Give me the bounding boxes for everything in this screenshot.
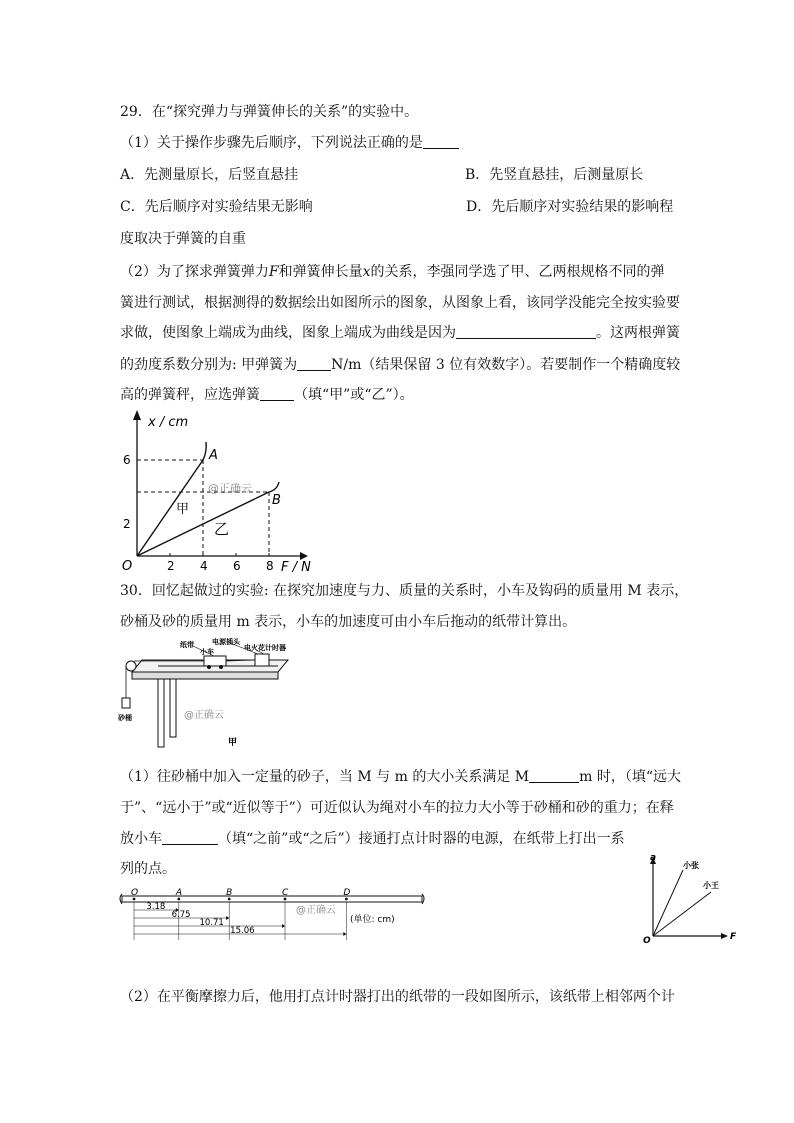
- q30-part1-line4: 列的点。: [120, 861, 176, 877]
- x-tick-label: 4: [200, 559, 208, 573]
- q29-p2line3b: 。这两根弹簧: [596, 325, 680, 341]
- x-tick-label: 6: [233, 559, 241, 573]
- label-xiaowang: 小王: [703, 881, 719, 890]
- line-xiaozhang: [653, 870, 683, 936]
- q29-answer-blank-k[interactable]: [297, 356, 331, 371]
- tape-dot: [177, 898, 180, 901]
- spring-yi-label: 乙: [214, 520, 230, 538]
- q29-answer-blank-reason[interactable]: [456, 324, 596, 339]
- spring-jia-label: 甲: [176, 502, 190, 517]
- q29-part1-text: （1）关于操作步骤先后顺序，下列说法正确的是: [120, 135, 423, 151]
- q29-part2-line4: [120, 355, 680, 375]
- q29-p2line4b: N/m（结果保留 3 位有效数字）。若要制作一个精确度较: [331, 357, 681, 373]
- watermark: @正确云: [184, 710, 224, 721]
- label-timer: 电火花计时器: [244, 644, 286, 652]
- point-a-label: A: [209, 448, 218, 463]
- q29-part2-line2: 簧进行测试，根据测得的数据绘出如图所示的图象，从图象上看，该同学没能完全按实验要: [120, 295, 680, 311]
- cart-wheel-icon: [207, 665, 211, 669]
- watermark: @正确云: [208, 482, 252, 495]
- q29-part2-line5: [120, 385, 414, 405]
- q29-p2line5b: （填“甲”或“乙”）。: [294, 387, 414, 403]
- q29-p2line5a: 高的弹簧秤，应选弹簧: [120, 387, 260, 403]
- tape-dot: [228, 898, 231, 901]
- q29-part2-line1: [120, 262, 665, 282]
- table-leg: [158, 679, 164, 747]
- watermark: @正确云: [296, 905, 336, 916]
- tape-point-label: B: [226, 888, 233, 898]
- q30-answer-blank-timing[interactable]: [162, 830, 218, 845]
- label-xiaozhang: 小张: [683, 861, 699, 870]
- table-edge: [132, 672, 278, 679]
- pulley-icon: [126, 661, 136, 671]
- q30-intro-line1: 30．回忆起做过的实验: 在探究加速度与力、质量的关系时，小车及钩码的质量用 M 表示，: [120, 583, 689, 599]
- series-curve-jia: [203, 442, 206, 460]
- y-axis-label: x / cm: [148, 415, 189, 430]
- q30-intro-line2: 砂桶及砂的质量用 m 表示，小车的加速度可由小车后拖动的纸带计算出。: [120, 614, 577, 630]
- q29-option-d-cont: 度取决于弹簧的自重: [120, 231, 246, 247]
- series-line-jia: [137, 460, 203, 556]
- a-f-graph: [643, 852, 743, 944]
- q30-part1-line1: [120, 767, 681, 787]
- tape-point-label: A: [175, 888, 183, 898]
- spring-graph: [110, 408, 320, 573]
- q30-s1line3a: 放小车: [120, 831, 162, 847]
- point-b-label: B: [272, 493, 281, 508]
- y-tick-label: 6: [123, 453, 131, 467]
- cart-wheel-icon: [219, 665, 223, 669]
- origin-label: O: [643, 936, 651, 944]
- tape-dot: [133, 898, 136, 901]
- q30-part1-line2: 于”、“远小于”或“近似等于”）可近似认为绳对小车的拉力大小等于砂桶和砂的重力；在释: [120, 800, 674, 816]
- y-axis-arrow: [133, 410, 141, 420]
- tape-point-label: O: [131, 888, 139, 898]
- tape-strip: [122, 896, 422, 902]
- tape-dot: [345, 898, 348, 901]
- line-xiaowang: [653, 892, 711, 936]
- origin-label: O: [122, 559, 133, 573]
- paper-tape-figure: [118, 888, 428, 948]
- q29-title: 29．在“探究弹力与弹簧伸长的关系”的实验中。: [120, 104, 419, 120]
- q30-s1line3b: （填“之前”或“之后”）接通打点计时器的电源，在纸带上打出一系: [218, 831, 625, 847]
- q29-p2-F: F: [268, 264, 279, 280]
- tape-point-label: C: [282, 888, 289, 898]
- tape-dot: [284, 898, 287, 901]
- tape-point-label: D: [343, 888, 351, 898]
- q29-p2c: 的关系，李强同学选了甲、乙两根规格不同的弹: [370, 264, 665, 280]
- q29-p2-x: x: [362, 264, 371, 280]
- q29-option-d[interactable]: D．先后顺序对实验结果的影响程: [466, 199, 674, 215]
- q30-s1b: m 时，（填“远大: [579, 769, 681, 785]
- q30-answer-blank-relation[interactable]: [529, 768, 579, 783]
- q30-part2-line1: （2）在平衡摩擦力后，他用打点计时器打出的纸带的一段如图所示，该纸带上相邻两个计: [120, 989, 675, 1005]
- q29-p2b: 和弹簧伸长量: [278, 264, 363, 280]
- f-axis-label: F: [730, 932, 737, 942]
- q29-option-a[interactable]: A．先测量原长，后竖直悬挂: [120, 167, 299, 183]
- x-axis-arrow: [300, 552, 308, 560]
- q29-answer-blank-1[interactable]: [423, 134, 459, 149]
- q29-option-b[interactable]: B．先竖直悬挂，后测量原长: [465, 167, 644, 183]
- spark-timer: [255, 654, 269, 666]
- x-axis-arrow: [721, 933, 728, 939]
- q29-p2line4a: 的劲度系数分别为: 甲弹簧为: [120, 357, 298, 373]
- q29-option-c[interactable]: C．先后顺序对实验结果无影响: [120, 199, 313, 215]
- dimension-label: 3.18: [146, 902, 166, 912]
- dimension-label: 15.06: [230, 926, 255, 936]
- dimension-arrow: [282, 924, 285, 928]
- label-tape: 纸带: [180, 641, 194, 649]
- q30-part1-line3: [120, 829, 625, 849]
- q29-p2a: （2）为了探求弹簧弹力: [120, 264, 269, 280]
- figure-caption: 甲: [228, 738, 238, 748]
- table-leg: [170, 679, 176, 737]
- x-tick-label: 8: [266, 559, 274, 573]
- dimension-label: 10.71: [199, 918, 224, 928]
- x-axis-label: F / N: [281, 560, 311, 573]
- y-tick-label: 2: [123, 517, 131, 531]
- label-plug: 电源插头: [212, 638, 240, 646]
- q29-answer-blank-spring[interactable]: [260, 386, 294, 401]
- q29-part1: [120, 133, 459, 153]
- tape-unit: (单位: cm): [350, 915, 395, 925]
- apparatus-figure: [118, 638, 298, 753]
- dimension-arrow: [343, 932, 346, 936]
- q30-s1a: （1）往砂桶中加入一定量的砂子，当 M 与 m 的大小关系满足 M: [120, 769, 530, 785]
- q29-part2-line3: [120, 323, 680, 343]
- series-curve-yi: [269, 482, 279, 492]
- x-tick-label: 2: [167, 559, 175, 573]
- label-bucket: 砂桶: [118, 714, 132, 722]
- dimension-arrow: [226, 916, 229, 920]
- q29-p2line3a: 求做，使图象上端成为曲线，图象上端成为曲线是因为: [120, 325, 456, 341]
- sand-bucket-icon: [122, 698, 130, 708]
- dimension-label: 6.75: [171, 910, 191, 920]
- label-cart: 小车: [200, 648, 214, 656]
- a-axis-label: a: [650, 853, 657, 863]
- cart: [204, 656, 226, 666]
